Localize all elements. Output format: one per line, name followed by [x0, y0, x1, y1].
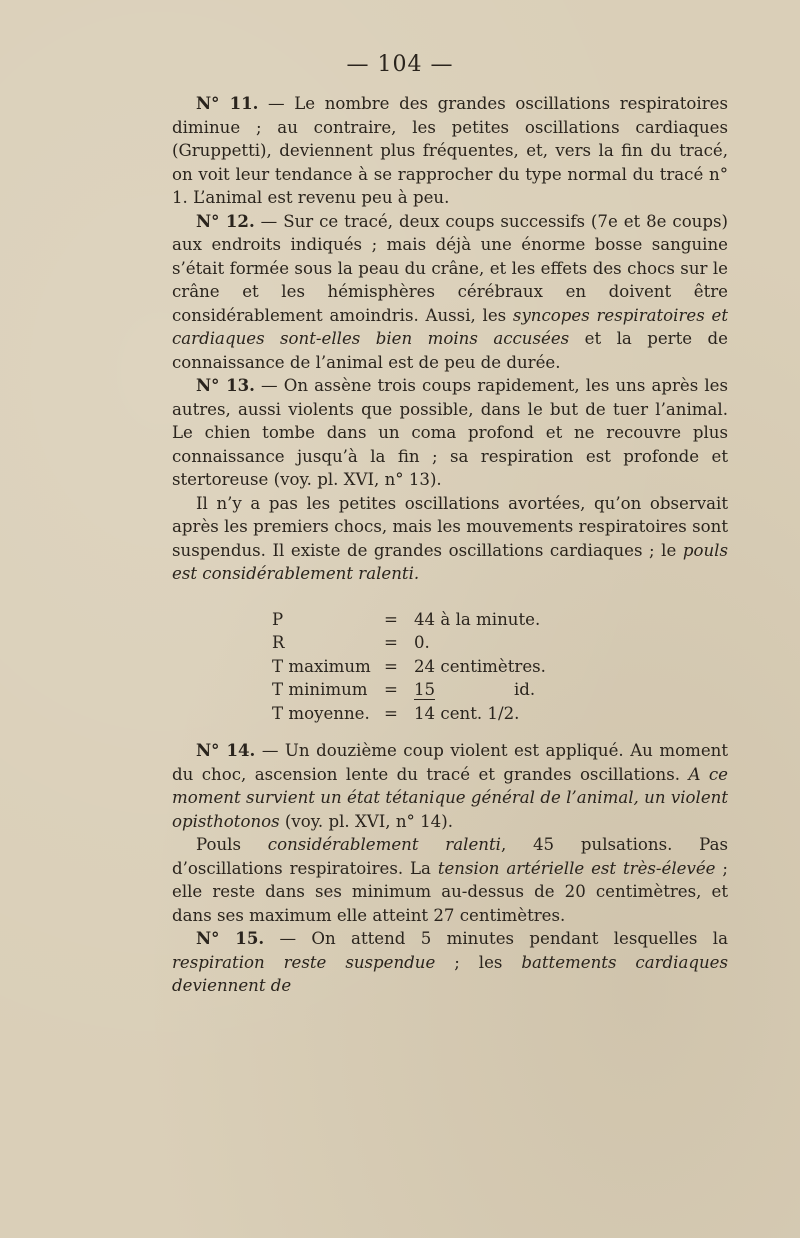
measure-value: 15 — [414, 680, 436, 699]
entry-number: N° 11. — [196, 93, 259, 113]
measure-row — [272, 702, 728, 726]
paragraph-text: — On assène trois coups rapidement, les uns après les autres, aussi violents que possible, dans le but de tuer l’animal. Le chien tombe dans un coma profond et ne recouvre plus connaissance jusqu’à la fin ; sa respiration est profonde et stertoreuse (voy. pl. XVI, n° 13). — [172, 376, 728, 489]
paragraph-text: , 45 pulsations. Pas d’oscillations respiratoires. La — [172, 835, 728, 878]
entry-number: N° 12. — [196, 210, 255, 231]
measure-row — [272, 608, 728, 632]
paragraph-text: — Le nombre des grandes oscillations respiratoires diminue ; au contraire, les petites oscillations cardiaques (Gruppetti), deviennent plus fréquentes, et, vers la fin du tracé, on voit leur tendance à se rapprocher du type normal du tracé n° 1. L’animal est revenu peu à peu. — [172, 94, 728, 207]
entry-number: N° 13. — [196, 375, 255, 395]
emphasis-text: pouls est considérablement ralenti. — [172, 540, 728, 583]
measure-label: R — [272, 633, 285, 652]
paragraph-13-continued — [172, 492, 728, 586]
paragraph-15 — [172, 927, 728, 998]
paragraph-13 — [172, 374, 728, 492]
measure-operator: = — [384, 656, 398, 676]
measure-value: 44 — [414, 609, 436, 629]
paragraph-14 — [172, 739, 728, 833]
emphasis-text: A ce moment survient un état tétanique général de l’animal, un violent opisthotonos — [172, 764, 728, 831]
paragraph-text: (voy. pl. XVI, n° 14). — [279, 811, 453, 831]
emphasis-text: respiration reste suspendue — [172, 952, 436, 972]
emphasis-text: considérablement ralenti — [267, 835, 501, 854]
measure-row — [272, 678, 728, 702]
measure-unit: centimètres. — [440, 656, 546, 676]
paragraph-text: ; elle reste dans ses minimum au-dessus de 20 centimètres, et dans ses maximum elle atteint 27 centimètres. — [172, 858, 728, 925]
measure-value: 0. — [414, 633, 430, 652]
paragraph-text: — Un douzième coup violent est appliqué. Au moment du choc, ascension lente du tracé et grandes oscillations. — [172, 741, 728, 784]
measure-operator: = — [384, 680, 398, 699]
paragraph-text: — Sur ce tracé, deux coups successifs (7e et 8e coups) aux endroits indiqués ; mais déjà une énorme bosse sanguine s’était formée sous la peau du crâne, et les effets des chocs sur le crâne et les hémisphères cérébraux en doivent être considérablement amoindris. Aussi, les — [172, 211, 728, 325]
paragraph-text: ; les — [435, 952, 522, 972]
page-number: — 104 — — [346, 52, 454, 77]
measure-value: 24 — [414, 656, 436, 676]
emphasis-text: battements cardiaques deviennent de — [172, 952, 728, 995]
measure-row — [272, 631, 728, 655]
paragraph-text: et la perte de connaissance de l’animal est de peu de durée. — [172, 329, 728, 372]
measure-unit: cent. 1/2. — [440, 703, 520, 723]
paragraph-12 — [172, 210, 728, 375]
entry-number: N° 15. — [196, 928, 265, 948]
measure-label: T minimum — [272, 680, 368, 699]
paragraph-text: Il n’y a pas les petites oscillations avortées, qu’on observait après les premiers chocs, mais les mouvements respiratoires sont suspendus. Il existe de grandes oscillations cardiaques ; le — [172, 493, 728, 560]
measurement-table — [272, 608, 728, 726]
measure-row — [272, 655, 728, 679]
measure-operator: = — [384, 609, 398, 629]
measure-unit: id. — [514, 680, 536, 699]
measure-operator: = — [384, 633, 398, 652]
paragraph-14-continued — [172, 833, 728, 927]
paragraph-11 — [172, 92, 728, 210]
measure-unit: à la minute. — [440, 609, 541, 629]
entry-number: N° 14. — [196, 740, 256, 760]
measure-label: P — [272, 609, 284, 629]
body-text — [172, 92, 728, 998]
measure-label: T maximum — [272, 656, 371, 676]
emphasis-text: syncopes respiratoires et cardiaques sont-elles bien moins accusées — [172, 305, 728, 348]
paragraph-text: Pouls — [196, 835, 268, 854]
measure-value: 14 — [414, 703, 436, 723]
paragraph-text: — On attend 5 minutes pendant lesquelles la — [264, 929, 728, 948]
measure-operator: = — [384, 703, 398, 723]
emphasis-text: tension artérielle est très-élevée — [437, 858, 716, 878]
measure-label: T moyenne. — [272, 703, 370, 723]
